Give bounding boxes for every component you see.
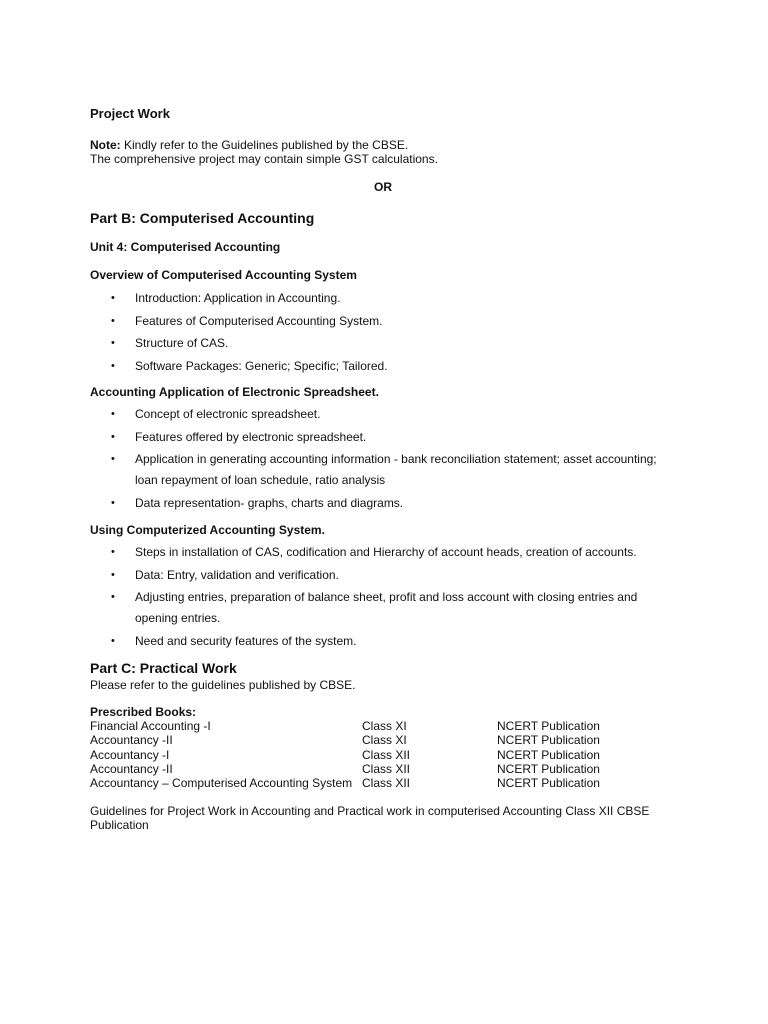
part-c-heading: Part C: Practical Work [90, 660, 237, 676]
bullet-icon: • [111, 568, 115, 581]
book-title: Accountancy -I [90, 747, 170, 762]
list-item: • Features of Computerised Accounting System. [90, 311, 670, 332]
list-item: • Introduction: Application in Accounting. [90, 288, 670, 309]
note-line [90, 138, 408, 152]
list-item: • Adjusting entries, preparation of balance sheet, profit and loss account with closing entries and opening entries. [90, 587, 670, 629]
bullet-list-spreadsheet [90, 404, 670, 515]
list-item: • Data: Entry, validation and verification. [90, 565, 670, 586]
bullet-icon: • [111, 591, 115, 603]
list-item: • Need and security features of the system. [90, 631, 670, 652]
book-publisher: NCERT Publication [497, 776, 600, 791]
bullet-icon: • [111, 292, 115, 304]
list-item: • Structure of CAS. [90, 333, 670, 354]
table-row [90, 719, 600, 733]
book-title: Accountancy -II [90, 761, 173, 776]
part-c-text: Please refer to the guidelines published by CBSE. [90, 678, 356, 692]
bullet-list-using-cas [90, 542, 670, 653]
guidelines-note: Guidelines for Project Work in Accounting and Practical work in computerised Accounting Class XII CBSE Publication [90, 804, 650, 832]
section-heading-spreadsheet: Accounting Application of Electronic Spreadsheet. [90, 385, 379, 399]
book-title: Accountancy -II [90, 733, 173, 748]
note-text: Kindly refer to the Guidelines published by the CBSE. [120, 138, 409, 152]
prescribed-books-heading: Prescribed Books: [90, 705, 197, 719]
table-row [90, 748, 600, 762]
book-class: Class XI [362, 733, 407, 748]
project-work-heading: Project Work [90, 106, 170, 121]
bullet-icon: • [111, 359, 115, 372]
table-row [90, 733, 600, 747]
bullet-icon: • [111, 408, 115, 420]
section-heading-overview: Overview of Computerised Accounting System [90, 268, 357, 282]
list-item: • Software Packages: Generic; Specific; Tailored. [90, 356, 670, 377]
list-item: • Concept of electronic spreadsheet. [90, 404, 670, 425]
bullet-icon: • [111, 546, 115, 558]
bullet-icon: • [111, 634, 115, 647]
book-class: Class XII [362, 776, 411, 791]
bullet-icon: • [111, 496, 115, 509]
book-publisher: NCERT Publication [497, 733, 600, 748]
list-item: • Steps in installation of CAS, codification and Hierarchy of account heads, creation of accounts. [90, 542, 670, 563]
section-heading-using-cas: Using Computerized Accounting System. [90, 523, 325, 537]
unit-4-heading: Unit 4: Computerised Accounting [90, 240, 281, 254]
table-row [90, 776, 600, 790]
prescribed-books-table [90, 719, 600, 790]
bullet-icon: • [111, 430, 115, 443]
part-b-heading: Part B: Computerised Accounting [90, 210, 315, 226]
book-publisher: NCERT Publication [497, 719, 600, 733]
book-publisher: NCERT Publication [497, 761, 600, 776]
book-class: Class XI [362, 719, 407, 733]
book-title: Accountancy – Computerised Accounting System [90, 776, 353, 791]
bullet-icon: • [111, 314, 115, 327]
book-class: Class XII [362, 747, 411, 762]
list-item: • Features offered by electronic spreadsheet. [90, 427, 670, 448]
gst-note: The comprehensive project may contain simple GST calculations. [90, 152, 438, 166]
table-row [90, 762, 600, 776]
book-class: Class XII [362, 761, 411, 776]
book-publisher: NCERT Publication [497, 747, 600, 762]
list-item: • Application in generating accounting information - bank reconciliation statement; asset accounting; loan repayment of loan schedule, ratio analysis [90, 449, 670, 491]
book-title: Financial Accounting -I [90, 719, 211, 733]
bullet-icon: • [111, 337, 115, 349]
bullet-list-overview [90, 288, 670, 378]
note-label: Note: [90, 138, 121, 152]
list-item: • Data representation- graphs, charts and diagrams. [90, 493, 670, 514]
bullet-icon: • [111, 453, 115, 465]
or-divider: OR [374, 180, 392, 194]
